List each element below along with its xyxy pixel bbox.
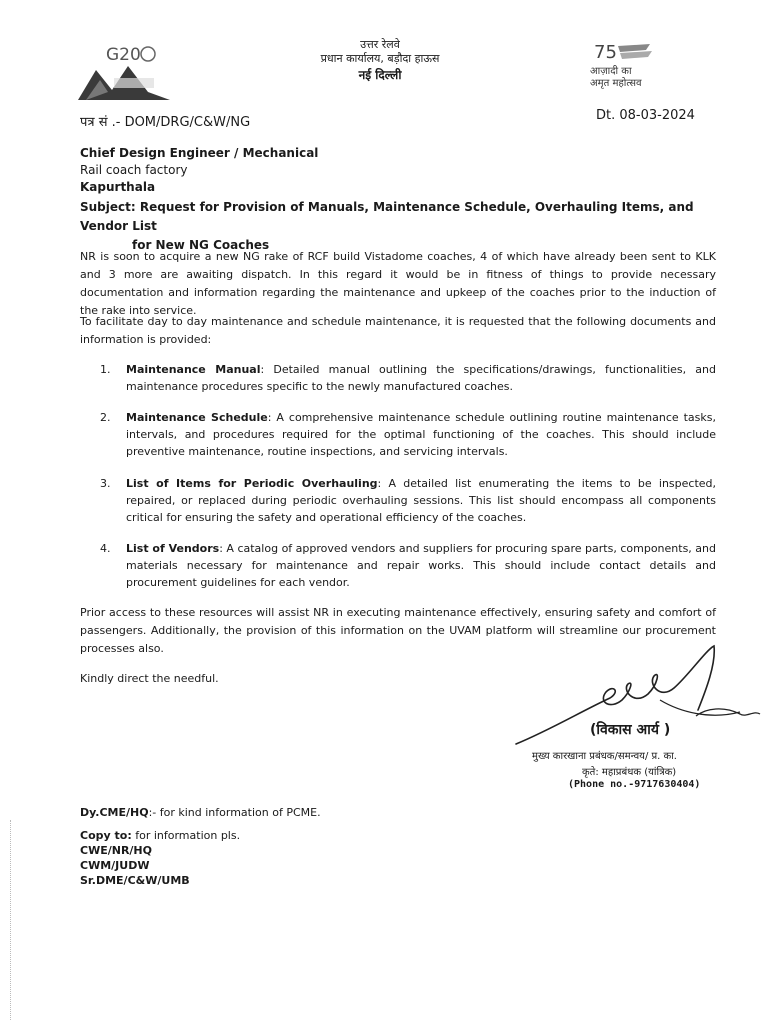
subject-line1: Request for Provision of Manuals, Maintenance Schedule, Overhauling Items, and Vendor List bbox=[80, 200, 694, 233]
list-item-number: 4. bbox=[100, 542, 111, 555]
list-item-text: : Detailed manual outlining the specifications/drawings, functionalities, and maintenance procedures specific to the newly manufactured coaches. bbox=[126, 363, 716, 393]
g20-logo-text: G20 bbox=[106, 45, 141, 65]
addressee-line2: Rail coach factory bbox=[80, 163, 188, 177]
letter-date: Dt. 08-03-2024 bbox=[596, 108, 695, 123]
scan-edge-mark bbox=[10, 820, 12, 1020]
list-item bbox=[100, 540, 716, 591]
signatory-phone: (Phone no.-9717630404) bbox=[568, 779, 701, 790]
list-item-label: List of Items for Periodic Overhauling bbox=[126, 477, 378, 490]
list-item-text: : A catalog of approved vendors and suppliers for procuring spare parts, components, and materials necessary for maintenance and repair works. This should include contact details and procurement guidelines for each vendor. bbox=[126, 542, 716, 589]
body-paragraph-4: Kindly direct the needful. bbox=[80, 672, 219, 685]
copy-to bbox=[80, 828, 240, 888]
dycme-note bbox=[80, 806, 321, 819]
letter-number: पत्र सं .- DOM/DRG/C&W/NG bbox=[80, 115, 251, 130]
letterhead-line2: प्रधान कार्यालय, बड़ौदा हाऊस bbox=[320, 52, 440, 65]
letterhead bbox=[300, 38, 460, 82]
list-item-text: : A comprehensive maintenance schedule outlining routine maintenance tasks, intervals, and procedures required for the optimal functioning of the coaches. This should include preventive maintenance, routine inspections, and servicing intervals. bbox=[126, 411, 716, 458]
copy-label: Copy to: bbox=[80, 829, 132, 842]
svg-text:75: 75 bbox=[594, 42, 617, 63]
addressee-line3: Kapurthala bbox=[80, 180, 156, 194]
list-item-number: 3. bbox=[100, 477, 111, 490]
subject bbox=[80, 198, 730, 255]
body-paragraph-3: Prior access to these resources will assist NR in executing maintenance effectively, ensuring safety and comfort of passengers. Additionally, the provision of this information on the UVAM platform will streamline our procurement processes also. bbox=[80, 606, 716, 655]
list-item-label: Maintenance Schedule bbox=[126, 411, 268, 424]
signatory-name: (विकास आर्य ) bbox=[590, 722, 671, 738]
signatory-designation-2: कृते: महाप्रबंधक (यांत्रिक) bbox=[582, 767, 677, 778]
addressee bbox=[80, 145, 318, 196]
dycme-text: :- for kind information of PCME. bbox=[148, 806, 321, 819]
letterhead-line1: उत्तर रेलवे bbox=[360, 38, 400, 51]
list-item bbox=[100, 409, 716, 460]
copy-recipient: Sr.DME/C&W/UMB bbox=[80, 874, 190, 887]
list-item bbox=[100, 475, 716, 526]
list-item bbox=[100, 361, 716, 395]
azadi-ka-amrit-mahotsav-text: आज़ादी का अमृत महोत्सव bbox=[590, 66, 642, 89]
subject-label: Subject: bbox=[80, 200, 136, 214]
dycme-label: Dy.CME/HQ bbox=[80, 806, 149, 819]
signatory-designation-1: मुख्य कारखाना प्रबंधक/समन्वय/ प्र. का. bbox=[532, 751, 677, 762]
list-item-number: 1. bbox=[100, 363, 111, 376]
body-paragraph-1: NR is soon to acquire a new NG rake of RCF build Vistadome coaches, 4 of which have already been sent to KLK and 3 more are awaiting dispatch. In this regard it would be in fitness of things to provide necessary documentation and information regarding the maintenance and upkeep of the coaches prior to the induction of the rake into service. bbox=[80, 250, 716, 317]
addressee-line1: Chief Design Engineer / Mechanical bbox=[80, 146, 319, 160]
g20-logo bbox=[78, 42, 170, 100]
letterhead-line3: नई दिल्ली bbox=[358, 68, 402, 82]
copy-text: for information pls. bbox=[131, 829, 241, 842]
subject-line2: for New NG Coaches bbox=[132, 238, 270, 252]
list-item-label: Maintenance Manual bbox=[126, 363, 261, 376]
list-item-text: : A detailed list enumerating the items to be inspected, repaired, or replaced during periodic overhauling sessions. This list should encompass all components critical for ensuring the safety and operational efficiency of the coaches. bbox=[126, 477, 716, 524]
body-paragraph-2: To facilitate day to day maintenance and schedule maintenance, it is requested that the following documents and information is provided: bbox=[80, 315, 716, 346]
list-item-label: List of Vendors bbox=[126, 542, 220, 555]
copy-recipient: CWM/JUDW bbox=[80, 859, 150, 872]
copy-recipient: CWE/NR/HQ bbox=[80, 844, 152, 857]
list-item-number: 2. bbox=[100, 411, 111, 424]
